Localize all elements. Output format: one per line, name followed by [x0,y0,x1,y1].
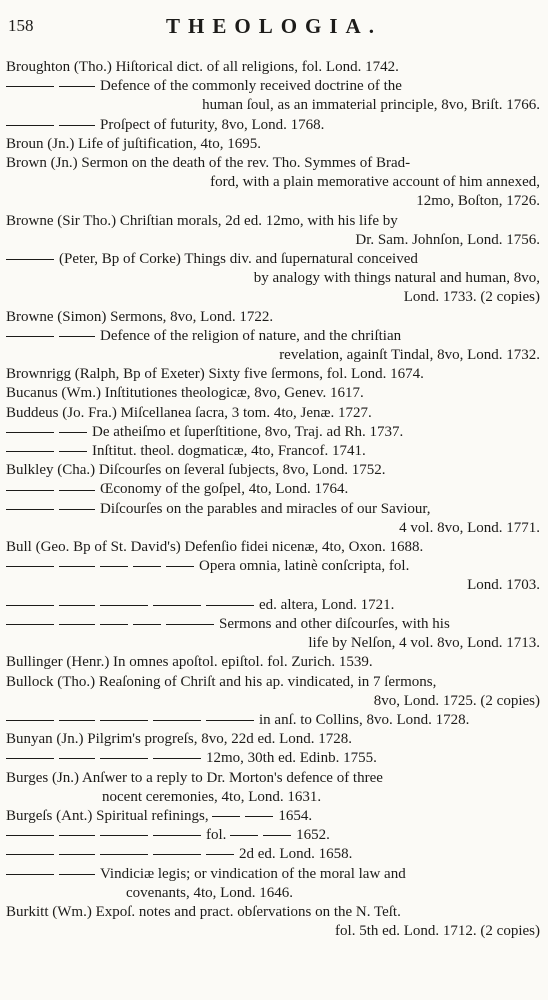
ditto-dash [153,835,201,836]
entry-continuation: fol. 5th ed. Lond. 1712. (2 copies) [335,923,540,940]
catalogue-entry [6,250,542,308]
catalogue-entry [6,749,542,768]
catalogue-entry [6,826,542,845]
ditto-dash [6,259,54,260]
entry-line: Proſpect of futurity, 8vo, Lond. 1768. [100,116,325,133]
entry-line: fol. [206,827,227,844]
entry-line: Brownrigg (Ralph, Bp of Exeter) Sixty five ſermons, fol. Lond. 1674. [6,366,424,383]
entry-line: Bullock (Tho.) Reaſoning of Chriſt and his ap. vindicated, in 7 ſermons, [6,673,437,690]
ditto-dash [153,758,201,759]
ditto-dash [6,336,54,337]
entry-line: 2d ed. Lond. 1658. [239,846,353,863]
ditto-dash [6,566,54,567]
catalogue-entry [6,538,542,557]
ditto-dash [59,451,87,452]
catalogue-entry [6,135,542,154]
ditto-dash [59,720,95,721]
entry-date: 1652. [296,827,330,844]
entry-line: Bullinger (Henr.) In omnes apoſtol. epiſtol. fol. Zurich. 1539. [6,654,373,671]
catalogue-entry [6,711,542,730]
ditto-dash [100,835,148,836]
entry-continuation: revelation, againſt Tindal, 8vo, Lond. 1732. [279,347,540,364]
catalogue-entry [6,653,542,672]
ditto-dash [263,835,291,836]
catalogue-entry [6,673,542,711]
entry-continuation: human ſoul, as an immaterial principle, 8vo, Briſt. 1766. [202,97,540,114]
catalogue-entry [6,365,542,384]
entry-line: Bunyan (Jn.) Pilgrim's progreſs, 8vo, 22d ed. Lond. 1728. [6,731,353,748]
entry-line: 12mo, 30th ed. Edinb. 1755. [206,750,377,767]
ditto-dash [6,835,54,836]
ditto-dash [100,854,148,855]
entry-continuation: by analogy with things natural and human, 8vo, [253,270,540,287]
entry-line: (Peter, Bp of Corke) Things div. and ſupernatural conceived [59,251,418,268]
catalogue-entries [6,58,542,941]
ditto-dash [230,835,258,836]
catalogue-entry [6,500,542,538]
ditto-dash [59,125,95,126]
entry-line: Browne (Simon) Sermons, 8vo, Lond. 1722. [6,308,274,325]
entry-line: Bulkley (Cha.) Diſcourſes on ſeveral ſubjects, 8vo, Lond. 1752. [6,462,386,479]
ditto-dash [6,605,54,606]
entry-line: Brown (Jn.) Sermon on the death of the rev. Tho. Symmes of Brad- [6,155,411,172]
entry-line: Burges (Jn.) Anſwer to a reply to Dr. Morton's defence of three [6,769,383,786]
ditto-dash [6,624,54,625]
entry-line: Defence of the commonly received doctrine of the [100,78,402,95]
ditto-dash [59,835,95,836]
entry-line: Opera omnia, latinè conſcripta, fol. [199,558,410,575]
ditto-dash [59,490,95,491]
catalogue-entry [6,154,542,212]
ditto-dash [6,854,54,855]
catalogue-entry [6,596,542,615]
catalogue-entry [6,423,542,442]
ditto-dash [6,720,54,721]
ditto-dash [59,874,95,875]
catalogue-entry [6,58,542,77]
catalogue-entry [6,480,542,499]
entry-line: Diſcourſes on the parables and miracles of our Saviour, [100,500,431,517]
ditto-dash [6,490,54,491]
entry-line: Bull (Geo. Bp of St. David's) Defenſio fidei nicenæ, 4to, Oxon. 1688. [6,539,424,556]
entry-continuation: covenants, 4to, Lond. 1646. [126,884,294,901]
entry-line: Burkitt (Wm.) Expoſ. notes and pract. obſervations on the N. Teſt. [6,903,401,920]
entry-line: Buddeus (Jo. Fra.) Miſcellanea ſacra, 3 tom. 4to, Jenæ. 1727. [6,404,372,421]
entry-line: Defence of the religion of nature, and the chriſtian [100,327,402,344]
ditto-dash [59,624,95,625]
catalogue-entry [6,116,542,135]
ditto-dash [6,874,54,875]
ditto-dash [6,758,54,759]
catalogue-entry [6,308,542,327]
ditto-dash [100,605,148,606]
catalogue-entry [6,730,542,749]
entry-line: Broun (Jn.) Life of juſtification, 4to, 1695. [6,135,261,152]
entry-line: Vindiciæ legis; or vindication of the moral law and [100,865,406,882]
catalogue-entry [6,865,542,903]
ditto-dash [59,566,95,567]
ditto-dash [153,605,201,606]
entry-line: Inſtitut. theol. dogmaticæ, 4to, Francof. 1741. [92,443,366,460]
entry-line: De atheiſmo et ſuperſtitione, 8vo, Traj. ad Rh. 1737. [92,423,404,440]
ditto-dash [6,509,54,510]
ditto-dash [6,125,54,126]
entry-line: Bucanus (Wm.) Inſtitutiones theologicæ, 8vo, Genev. 1617. [6,385,364,402]
ditto-dash [100,566,128,567]
ditto-dash [100,624,128,625]
ditto-dash [166,624,214,625]
ditto-dash [59,605,95,606]
entry-continuation: 4 vol. 8vo, Lond. 1771. [399,519,540,536]
ditto-dash [100,720,148,721]
catalogue-entry [6,769,542,807]
ditto-dash [153,720,201,721]
entry-line: Œconomy of the goſpel, 4to, Lond. 1764. [100,481,349,498]
entry-continuation: Lond. 1703. [467,577,540,594]
entry-line: Burgeſs (Ant.) Spiritual refinings, [6,807,209,824]
ditto-dash [6,432,54,433]
ditto-dash [153,854,201,855]
entry-continuation: Lond. 1733. (2 copies) [403,289,540,306]
entry-continuation: 12mo, Boſton, 1726. [416,193,540,210]
entry-continuation: Dr. Sam. Johnſon, Lond. 1756. [355,231,540,248]
ditto-dash [100,758,148,759]
ditto-dash [133,624,161,625]
ditto-dash [6,451,54,452]
page-title: THEOLOGIA. [166,14,382,38]
ditto-dash [59,432,87,433]
catalogue-entry [6,845,542,864]
ditto-dash [59,854,95,855]
page-header [0,14,548,42]
ditto-dash [206,720,254,721]
ditto-dash [133,566,161,567]
entry-line: ed. altera, Lond. 1721. [259,596,395,613]
ditto-dash [245,816,273,817]
ditto-dash [206,605,254,606]
catalogue-entry [6,77,542,115]
entry-line: Broughton (Tho.) Hiſtorical dict. of all religions, fol. Lond. 1742. [6,59,399,75]
catalogue-entry [6,442,542,461]
entry-line: Sermons and other diſcourſes, with his [219,615,450,632]
catalogue-entry [6,384,542,403]
catalogue-entry [6,327,542,365]
ditto-dash [6,86,54,87]
entry-line: Browne (Sir Tho.) Chriſtian morals, 2d ed. 12mo, with his life by [6,212,398,229]
entry-continuation: ford, with a plain memorative account of him annexed, [210,174,540,191]
entry-line: in anſ. to Collins, 8vo. Lond. 1728. [259,711,470,728]
entry-continuation: 8vo, Lond. 1725. (2 copies) [373,692,540,709]
ditto-dash [59,336,95,337]
catalogue-entry [6,461,542,480]
catalogue-entry [6,615,542,653]
catalogue-entry [6,404,542,423]
page-number: 158 [8,16,34,35]
catalogue-entry [6,903,542,941]
ditto-dash [59,509,95,510]
ditto-dash [59,86,95,87]
ditto-dash [212,816,240,817]
catalogue-entry [6,807,542,826]
entry-continuation: nocent ceremonies, 4to, Lond. 1631. [102,788,322,805]
entry-date: 1654. [278,807,313,824]
ditto-dash [206,854,234,855]
catalogue-entry [6,557,542,595]
catalogue-entry [6,212,542,250]
ditto-dash [166,566,194,567]
entry-continuation: life by Nelſon, 4 vol. 8vo, Lond. 1713. [308,635,540,652]
ditto-dash [59,758,95,759]
